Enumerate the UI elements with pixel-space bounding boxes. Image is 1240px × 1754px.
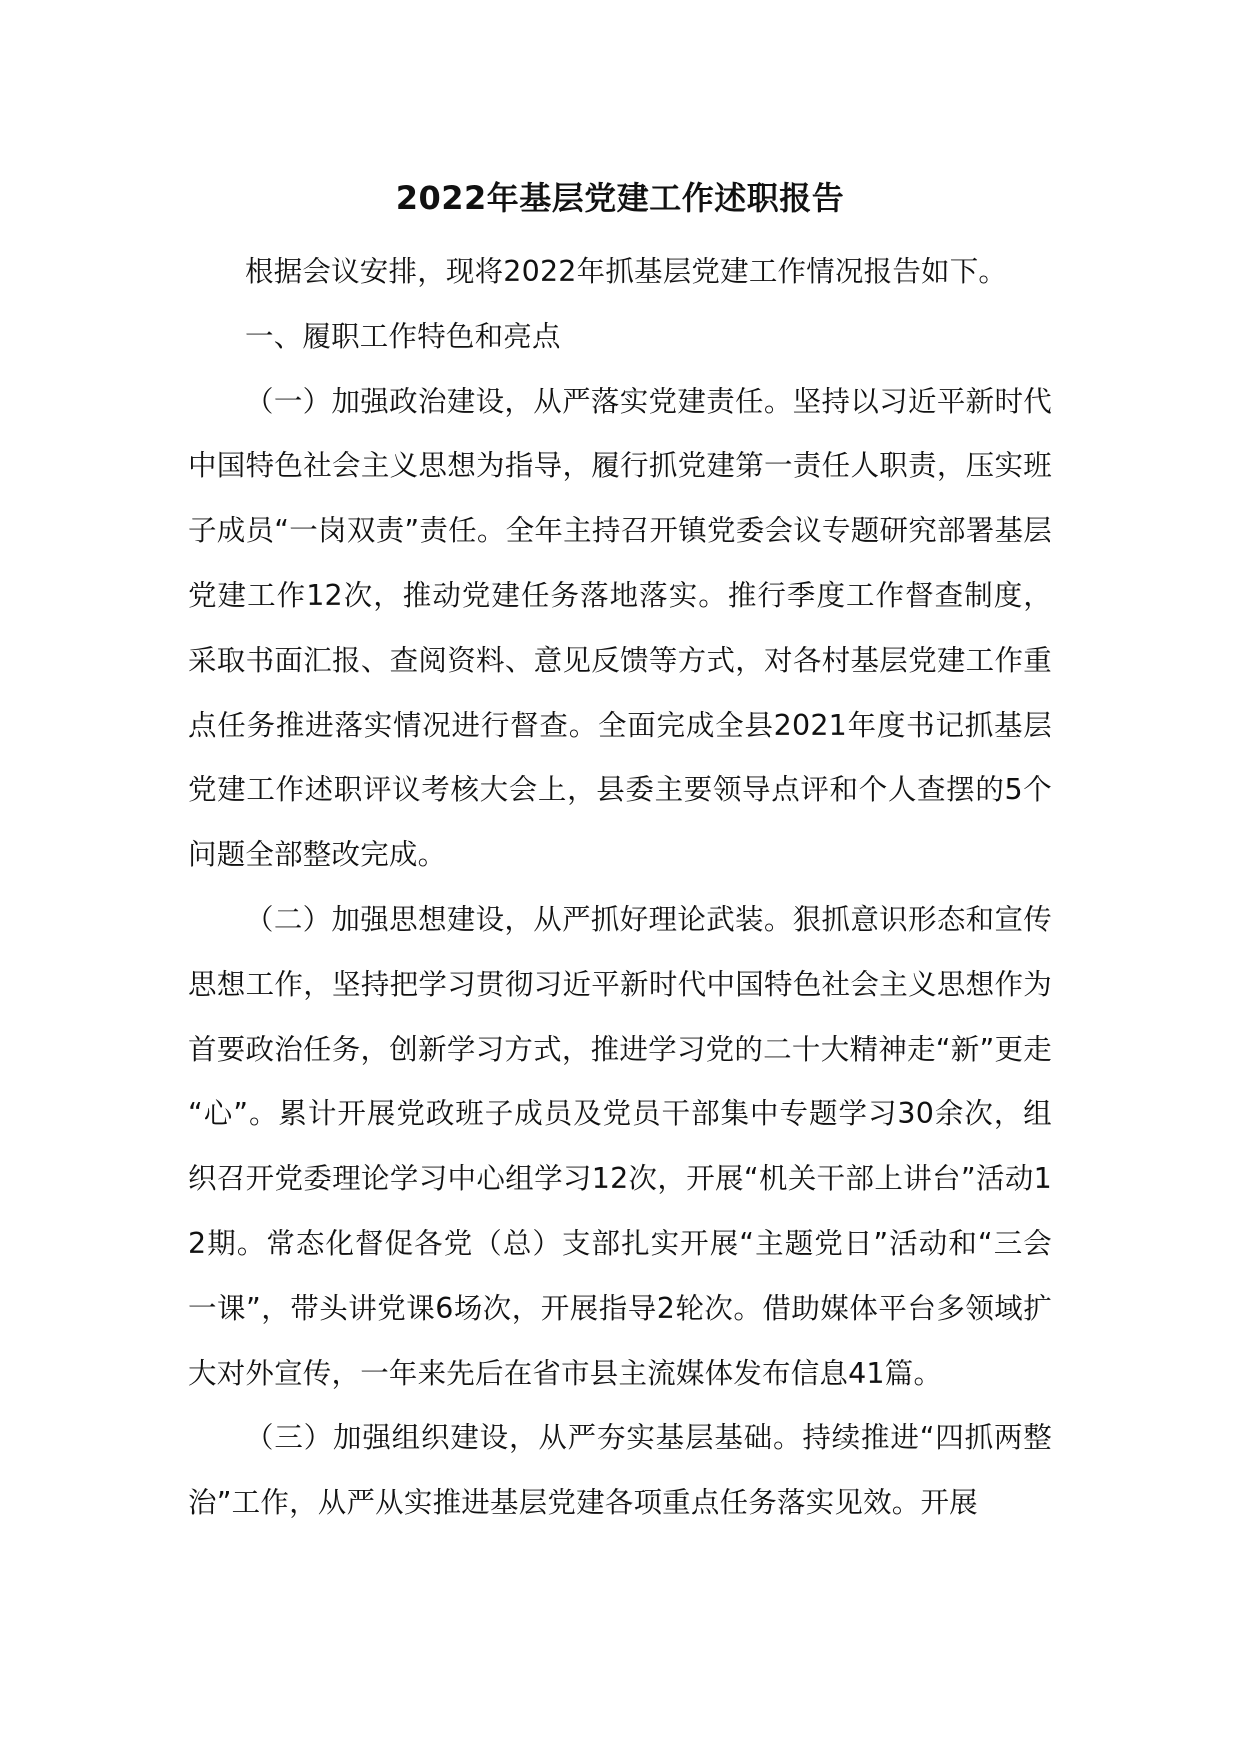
document-body: [188, 240, 1052, 1536]
section-heading: 一、履职工作特色和亮点: [245, 319, 561, 353]
paragraph-organizational-construction: （三）加强组织建设，从严夯实基层基础。持续推进“四抓两整治”工作，从严从实推进基层党建各项重点任务落实见效。开展: [188, 1421, 1052, 1520]
document-title: 2022年基层党建工作述职报告: [395, 179, 845, 217]
intro-paragraph: 根据会议安排，现将2022年抓基层党建工作情况报告如下。: [245, 255, 1008, 288]
paragraph-ideological-construction: （二）加强思想建设，从严抓好理论武装。狠抓意识形态和宣传思想工作，坚持把学习贯彻习近平新时代中国特色社会主义思想作为首要政治任务，创新学习方式，推进学习党的二十大精神走“新”更走“心”。累计开展党政班子成员及党员干部集中专题学习30余次，组织召开党委理论学习中心组学习12次，开展“机关干部上讲台”活动12期。常态化督促各党（总）支部扎实开展“主题党日”活动和“三会一课”，带头讲党课6场次，开展指导2轮次。借助媒体平台多领域扩大对外宣传，一年来先后在省市县主流媒体发布信息41篇。: [188, 902, 1052, 1390]
paragraph-political-construction: （一）加强政治建设，从严落实党建责任。坚持以习近平新时代中国特色社会主义思想为指导，履行抓党建第一责任人职责，压实班子成员“一岗双责”责任。全年主持召开镇党委会议专题研究部署基层党建工作12次，推动党建任务落地落实。推行季度工作督查制度，采取书面汇报、查阅资料、意见反馈等方式，对各村基层党建工作重点任务推进落实情况进行督查。全面完成全县2021年度书记抓基层党建工作述职评议考核大会上，县委主要领导点评和个人查摆的5个问题全部整改完成。: [188, 384, 1052, 872]
